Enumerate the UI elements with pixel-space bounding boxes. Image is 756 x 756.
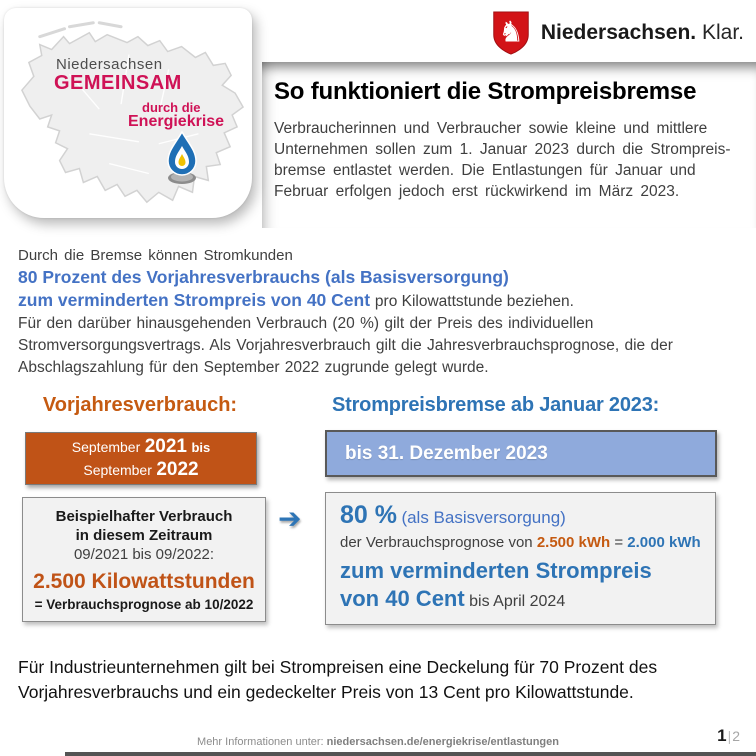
period-line-2: September 2022: [83, 459, 199, 480]
footer-info-prefix: Mehr Informationen unter:: [197, 736, 327, 748]
highlight-strompreis: zum verminderten Strompreis von 40 Cent pro Kilowattstunde beziehen.: [18, 290, 574, 310]
bottom-edge-strip: [65, 752, 756, 756]
industry-paragraph: Für Industrieunternehmen gilt bei Strompreisen eine Deckelung für 70 Prozent des Vorjahresverbrauchs und ein gedeckelter Preis von 13 Cent pro Kilowattstunde.: [18, 657, 658, 702]
example-consumption-box: [22, 497, 266, 622]
title-panel: [262, 62, 756, 228]
detail-line-prognose: der Verbrauchsprognose von 2.500 kWh = 2.000 kWh: [340, 534, 701, 551]
page-number-total: 2: [732, 728, 740, 744]
highlight-basisversorgung: 80 Prozent des Vorjahresverbrauchs (als Basisversorgung): [18, 267, 509, 287]
example-note: = Verbrauchsprognose ab 10/2022: [34, 597, 254, 612]
explanation-line: Durch die Bremse können Stromkunden: [18, 247, 293, 264]
period-text: bis 31. Dezember 2023: [345, 442, 548, 464]
footer-info: [0, 736, 756, 748]
detail-line-percent: 80 % (als Basisversorgung): [340, 501, 566, 529]
logo-wordmark: Niedersachsen. Klar.: [540, 21, 744, 44]
example-range: 09/2021 bis 09/2022:: [73, 546, 215, 563]
example-title-line1: Beispielhafter Verbrauch: [55, 508, 233, 525]
heading-strompreisbremse: Strompreisbremse ab Januar 2023:: [332, 394, 660, 416]
footer-info-link[interactable]: niedersachsen.de/energiekrise/entlastungen: [326, 736, 559, 748]
coat-of-arms-icon: [491, 10, 531, 56]
heading-vorjahresverbrauch: Vorjahresverbrauch:: [42, 394, 238, 416]
example-value: 2.500 Kilowattstunden: [33, 570, 255, 593]
niedersachsen-logo: [491, 10, 744, 56]
period-box-vorjahr: [25, 432, 257, 485]
example-title-line2: in diesem Zeitraum: [75, 527, 213, 544]
explanation-block: [18, 246, 742, 379]
period-line-1: September 2021 bis: [71, 436, 211, 457]
campaign-card: [4, 8, 252, 218]
campaign-region-label: Niedersachsen: [56, 56, 163, 73]
energy-drop-icon: [159, 128, 205, 186]
bremse-detail-box: [325, 492, 716, 625]
intro-paragraph: Verbraucherinnen und Verbraucher sowie kleine und mittlere Unternehmen sollen zum 1. Januar 2023 durch die Strompreis- bremse entlastet werden. Die Entlastungen für Januar und Februar erfolgen jedoch erst rückwirkend im März 2023.: [274, 120, 731, 200]
page-number-current: 1: [717, 726, 727, 745]
campaign-slogan-word: GEMEINSAM: [54, 72, 182, 94]
page-number: [717, 726, 740, 746]
page-title: So funktioniert die Strompreisbremse: [274, 78, 697, 105]
period-box-bremse: [325, 430, 717, 477]
detail-line-strompreis: zum verminderten Strompreis: [340, 558, 652, 583]
svg-text:♞: ♞: [497, 14, 524, 49]
campaign-slogan-line2: durch die: [142, 100, 201, 115]
page-number-separator: |: [727, 728, 732, 744]
explanation-paragraph: Für den darüber hinausgehenden Verbrauch (20 %) gilt der Preis des individuellen Stromversorgungsvertrags. Als Vorjahresverbrauch gilt die Jahresverbrauchsprognose, die der Abschlagszahlung für den September 2022 zugrunde gelegt wurde.: [18, 315, 673, 376]
arrow-right-icon: ➔: [278, 503, 302, 534]
detail-line-cent: von 40 Cent bis April 2024: [340, 586, 566, 611]
campaign-slogan-line3: Energiekrise: [128, 113, 225, 130]
